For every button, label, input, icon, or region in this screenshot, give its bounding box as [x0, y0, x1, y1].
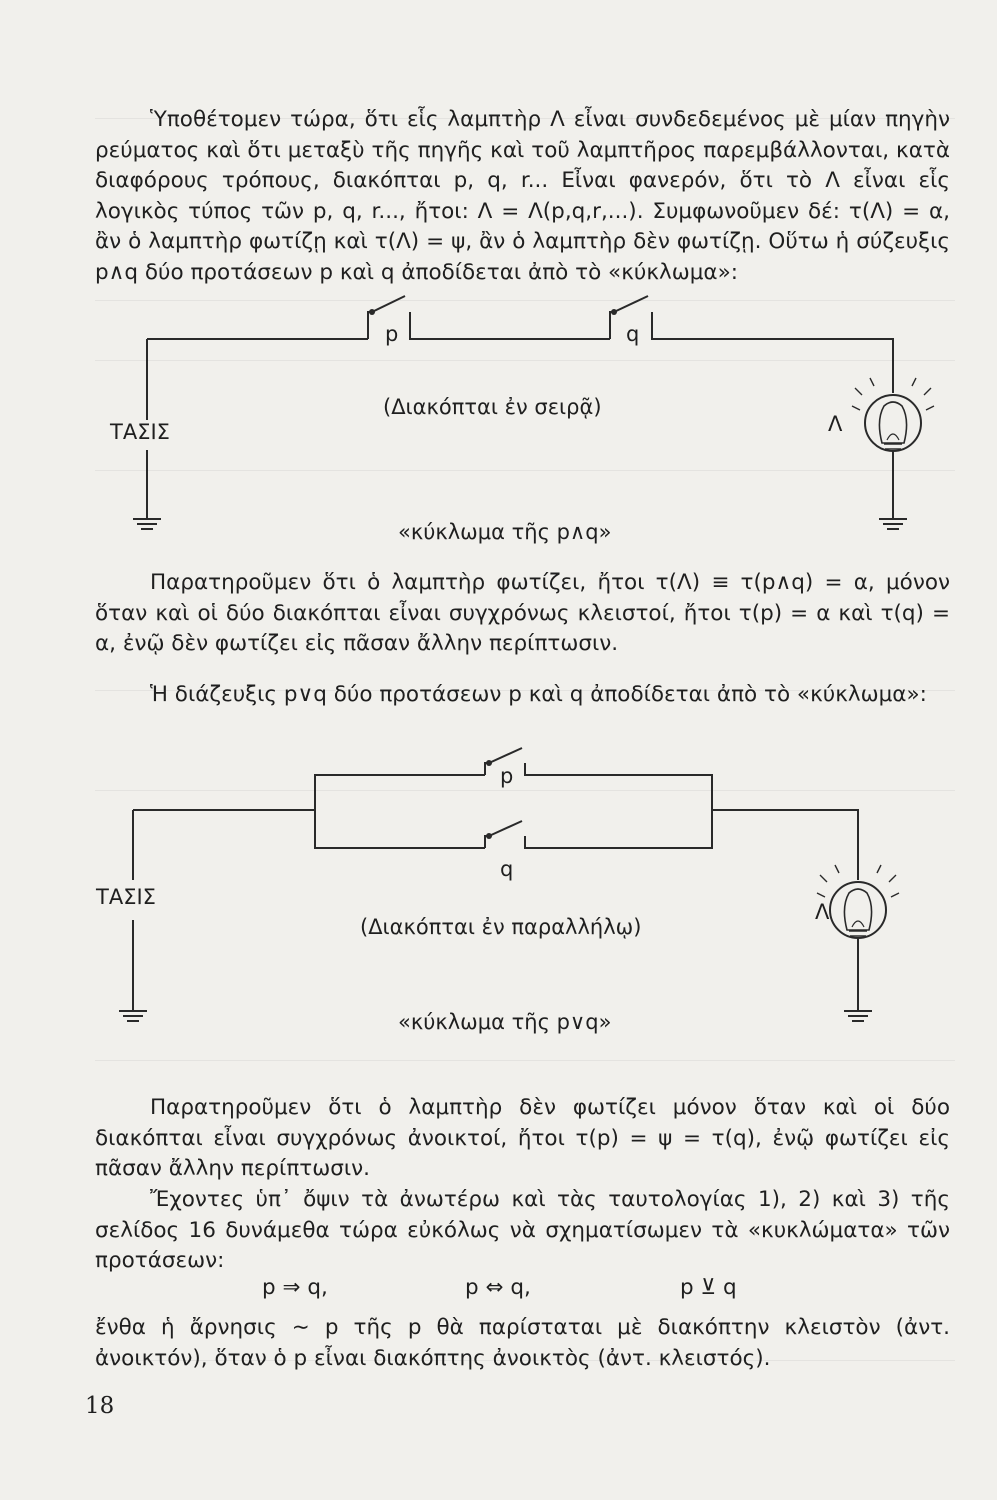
paragraph-tautologies: Ἔχοντες ὑπ᾿ ὄψιν τὰ ἀνωτέρω καὶ τὰς ταυτολογίας 1), 2) καὶ 3) τῆς σελίδος 16 δυνάμεθα τώρα εὐκόλως νὰ σχηματίσωμεν τὰ «κυκλώματα» τῶν προτάσεων: [95, 1187, 950, 1273]
circuit2-branch-upper-1 [315, 775, 485, 810]
circuit1-mode-label: (Διακόπται ἐν σειρᾷ) [383, 395, 602, 419]
circuit2-label-p: p [500, 764, 514, 788]
formula-equivalence: p ⇔ q, [465, 1275, 531, 1300]
paragraph-disjunction: Ἡ διάζευξις p∨q δύο προτάσεων p καὶ q ἀποδίδεται ἀπὸ τὸ «κύκλωμα»: [150, 682, 927, 707]
circuit1-ground-left-icon [133, 519, 161, 529]
circuit2-switch-q [489, 821, 522, 836]
circuit1-label-p: p [385, 322, 399, 346]
circuit1-switch-p [372, 296, 405, 312]
paragraph-intro: Ὑποθέτομεν τώρα, ὅτι εἷς λαμπτὴρ Λ εἶναι συνδεδεμένος μὲ μίαν πηγὴν ρεύματος καὶ ὅτι μεταξὺ τῆς πηγῆς καὶ τοῦ λαμπτῆρος παρεμβάλλονται, κατὰ διαφόρους τρόπους, διακόπται p, q, r... Εἶναι φανερόν, ὅτι τὸ Λ εἶναι εἷς λογικὸς τύπος τῶν p, q, r..., ἤτοι: Λ = Λ(p,q,r,...). Συμφωνοῦμεν δέ: τ(Λ) = α, ἂν ὁ λαμπτὴρ φωτίζῃ καὶ τ(Λ) = ψ, ἂν ὁ λαμπτὴρ δὲν φωτίζῃ. Οὕτω ἡ σύζευξις p∧q δύο προτάσεων p καὶ q ἀποδίδεται ἀπὸ τὸ «κύκλωμα»: [95, 107, 950, 285]
circuit2-mode-label: (Διακόπται ἐν παραλλήλῳ) [360, 915, 642, 939]
formula-exclusive-or: p ⊻ q [680, 1275, 737, 1300]
circuit1-caption: «κύκλωμα τῆς p∧q» [398, 520, 612, 544]
circuit2-switch-p [489, 748, 522, 763]
circuit2-wire-out [712, 810, 858, 880]
circuit2-branch-lower-1 [315, 810, 485, 848]
circuit2-ground-right-icon [844, 1011, 872, 1021]
circuit1-switch-q [614, 296, 648, 312]
page-number: 18 [85, 1393, 115, 1419]
circuit1-ground-right-icon [879, 519, 907, 529]
circuit2-label-q: q [500, 857, 514, 881]
circuit1-source-label: ΤΑΣΙΣ [110, 420, 170, 444]
circuit2-lamp-label: Λ [815, 900, 830, 924]
circuit1-lamp-label: Λ [828, 412, 843, 436]
paragraph-negation: ἔνθα ἡ ἄρνησις ∼ p τῆς p θὰ παρίσταται μὲ διακόπτην κλειστὸν (ἀντ. ἀνοικτόν), ὅταν ὁ p εἶναι διακόπτης ἀνοικτὸς (ἀντ. κλειστός). [95, 1315, 950, 1371]
circuit2-ground-left-icon [119, 1011, 147, 1021]
circuit1-wire-top-2 [410, 312, 610, 339]
circuit2-caption: «κύκλωμα τῆς p∨q» [398, 1010, 612, 1034]
circuit1-wire-top-3 [652, 312, 893, 393]
circuit1-label-q: q [626, 322, 640, 346]
paragraph-series-observation: Παρατηροῦμεν ὅτι ὁ λαμπτὴρ φωτίζει, ἤτοι τ(Λ) ≡ τ(p∧q) = α, μόνον ὅταν καὶ οἱ δύο διακόπται εἶναι συγχρόνως κλειστοί, ἤτοι τ(p) = α καὶ τ(q) = α, ἐνῷ δὲν φωτίζει εἰς πᾶσαν ἄλλην περίπτωσιν. [95, 570, 950, 656]
formula-implication: p ⇒ q, [262, 1275, 328, 1300]
circuit2-branch-upper-2 [525, 763, 712, 810]
circuit2-source-label: ΤΑΣΙΣ [96, 885, 156, 909]
paragraph-parallel-observation: Παρατηροῦμεν ὅτι ὁ λαμπτὴρ δὲν φωτίζει μόνον ὅταν καὶ οἱ δύο διακόπται εἶναι συγχρόνως ἀνοικτοί, ἤτοι τ(p) = ψ = τ(q), ἐνῷ φωτίζει εἰς πᾶσαν ἄλλην περίπτωσιν. [95, 1095, 950, 1181]
circuit2-branch-lower-2 [525, 810, 712, 848]
